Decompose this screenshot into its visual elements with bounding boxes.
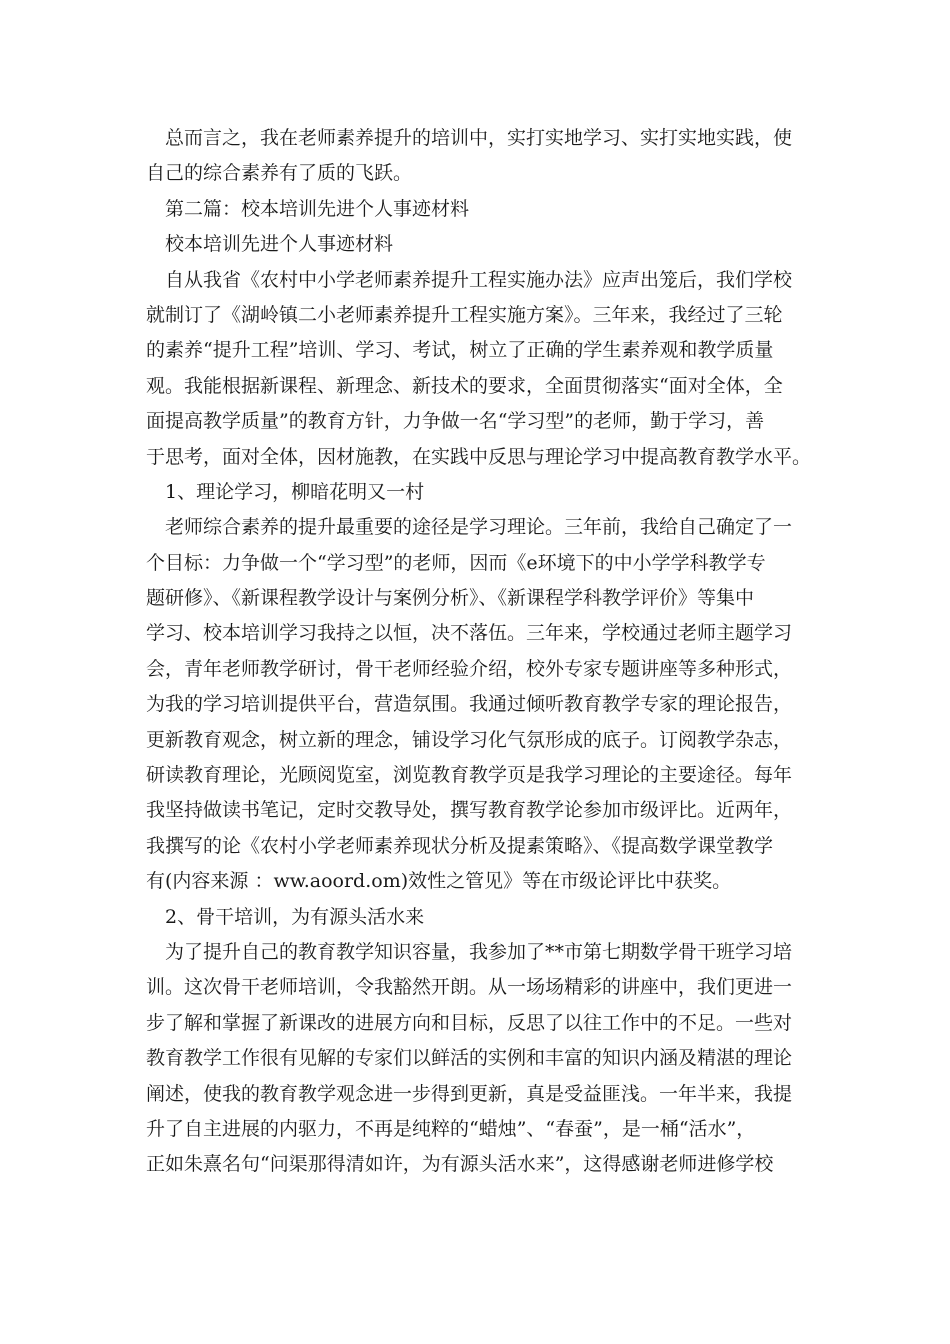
text-line: 教育教学工作很有见解的专家们以鲜活的实例和丰富的知识内涵及精湛的理论 [146,1047,793,1070]
text-line: 为了提升自己的教育教学知识容量，我参加了**市第七期数学骨干班学习培 [165,940,793,963]
text-line: 阐述，使我的教育教学观念进一步得到更新，真是受益匪浅。一年半来，我提 [146,1082,793,1105]
text-line: 观。我能根据新课程、新理念、新技术的要求，全面贯彻落实“面对全体，全 [146,374,783,397]
text-line: 的素养“提升工程”培训、学习、考试，树立了正确的学生素养观和教学质量 [146,339,774,362]
section-heading: 第二篇：校本培训先进个人事迹材料 [165,197,470,220]
text-line: 老师综合素养的提升最重要的途径是学习理论。三年前，我给自己确定了一 [165,516,793,539]
text-line: 就制订了《湖岭镇二小老师素养提升工程实施方案》。三年来，我经过了三轮 [146,303,783,326]
subsection-heading: 1、理论学习，柳暗花明又一村 [165,480,425,503]
text-line: 我撰写的论《农村小学老师素养现状分析及提素策略》、《提高数学课堂教学 [146,834,774,857]
text-line: 正如朱熹名句“问渠那得清如许，为有源头活水来”，这得感谢老师进修学校 [146,1153,774,1176]
text-line: 学习、校本培训学习我持之以恒，决不落伍。三年来，学校通过老师主题学习 [146,622,793,645]
text-line: 有(内容来源 ：ww.aoord.om)效性之管见》等在市级论评比中获奖。 [146,870,732,893]
text-line: 题研修》、《新课程教学设计与案例分析》、《新课程学科教学评价》等集中 [146,587,755,610]
text-line: 总而言之，我在老师素养提升的培训中，实打实地学习、实打实地实践，使 [165,127,793,149]
text-line: 会，青年老师教学研讨，骨干老师经验介绍，校外专家专题讲座等多种形式， [146,657,793,680]
text-line: 升了自主进展的内驱力，不再是纯粹的“蜡烛”、“春蚕”，是一桶“活水”， [146,1117,756,1140]
text-line: 为我的学习培训提供平台，营造氛围。我通过倾听教育教学专家的理论报告， [146,693,793,716]
text-line: 自己的综合素养有了质的飞跃。 [146,162,413,185]
text-line: 步了解和掌握了新课改的进展方向和目标，反思了以往工作中的不足。一些对 [146,1011,793,1034]
text-line: 自从我省《农村中小学老师素养提升工程实施办法》应声出笼后，我们学校 [165,268,793,291]
text-line: 更新教育观念，树立新的理念，铺设学习化气氛形成的底子。订阅教学杂志， [146,728,793,751]
text-line: 我坚持做读书笔记，定时交教导处，撰写教育教学论参加市级评比。近两年， [146,799,793,822]
text-line: 于思考，面对全体，因材施教，在实践中反思与理论学习中提高教育教学水平。 [146,445,812,468]
subsection-heading: 2、骨干培训，为有源头活水来 [165,905,425,928]
article-title: 校本培训先进个人事迹材料 [165,233,394,256]
text-line: 训。这次骨干老师培训，令我豁然开朗。从一场场精彩的讲座中，我们更进一 [146,976,793,999]
text-line: 研读教育理论，光顾阅览室，浏览教育教学页是我学习理论的主要途径。每年 [146,764,793,787]
text-line: 个目标：力争做一个“学习型”的老师，因而《e环境下的中小学学科教学专 [146,551,766,574]
document-body [146,121,812,1183]
text-line: 面提高教学质量”的教育方针，力争做一名“学习型”的老师，勤于学习，善 [146,410,765,433]
